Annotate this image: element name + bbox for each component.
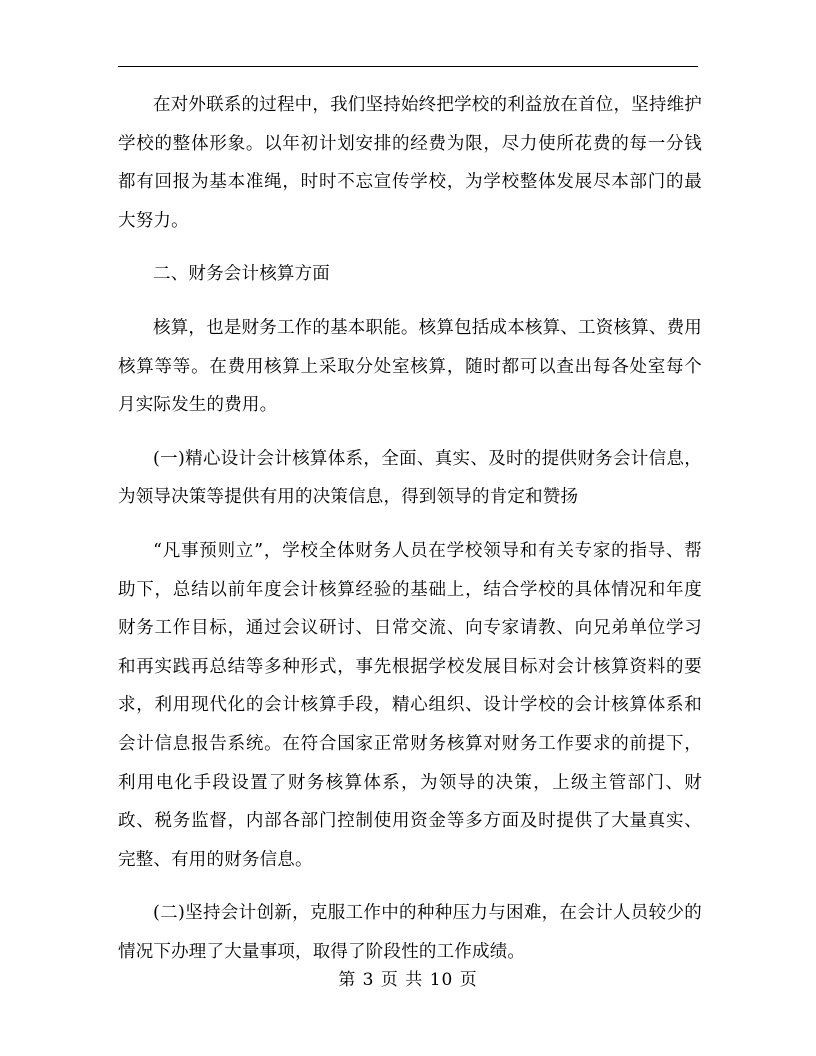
- subheading-accounting-innovation: (二)坚持会计创新，克服工作中的种种压力与困难，在会计人员较少的情况下办理了大量事项，取得了阶段性的工作成绩。: [118, 903, 702, 962]
- paragraph-accounting-design: “凡事预则立”，学校全体财务人员在学校领导和有关专家的指导、帮助下，总结以前年度会计核算经验的基础上，结合学校的具体情况和年度财务工作目标，通过会议研讨、日常交流、向专家请教、向兄弟单位学习和再实践再总结等多种形式，事先根据学校发展目标对会计核算资料的要求，利用现代化的会计核算手段，精心组织、设计学校的会计核算体系和会计信息报告系统。在符合国家正常财务核算对财务工作要求的前提下，利用电化手段设置了财务核算体系，为领导的决策，上级主管部门、财政、税务监督，内部各部门控制使用资金等多方面及时提供了大量真实、完整、有用的财务信息。: [118, 540, 702, 870]
- paragraph-gap: [118, 294, 702, 309]
- paragraph-gap: [118, 879, 702, 894]
- paragraph-gap: [118, 425, 702, 440]
- header-rule: [118, 66, 698, 67]
- page-body: [118, 86, 702, 971]
- paragraph-accounting-function: 核算，也是财务工作的基本职能。核算包括成本核算、工资核算、费用核算等等。在费用核算上采取分处室核算，随时都可以查出每各处室每个月实际发生的费用。: [118, 317, 702, 416]
- paragraph-gap: [118, 517, 702, 532]
- paragraph-gap: [118, 240, 702, 255]
- page-number-footer: 第 3 页 共 10 页: [338, 970, 478, 990]
- subheading-accounting-system: (一)精心设计会计核算体系，全面、真实、及时的提供财务会计信息，为领导决策等提供有用的决策信息，得到领导的肯定和赞扬: [118, 448, 702, 508]
- section-heading-accounting: 二、财务会计核算方面: [153, 264, 330, 285]
- paragraph-external-relations: 在对外联系的过程中，我们坚持始终把学校的利益放在首位，坚持维护学校的整体形象。以年初计划安排的经费为限，尽力使所花费的每一分钱都有回报为基本准绳，时时不忘宣传学校，为学校整体发展尽本部门的最大努力。: [118, 95, 702, 231]
